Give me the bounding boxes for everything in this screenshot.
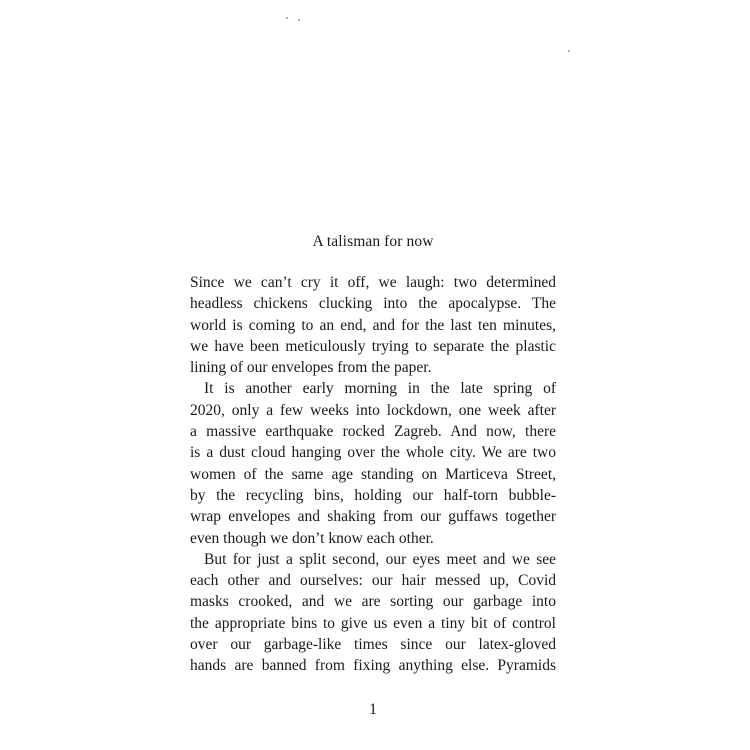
paragraph-2 (190, 378, 556, 548)
text-line: even though we don’t know each other. (190, 529, 434, 547)
text-line: masks crooked, and we are sorting our garbage into (190, 593, 556, 611)
text-line: a massive earthquake rocked Zagreb. And now, there (190, 423, 556, 441)
text-line: But for just a split second, our eyes meet and we see (204, 550, 556, 568)
text-line: we have been meticulously trying to separate the plastic (190, 337, 556, 355)
text-line: lining of our envelopes from the paper. (190, 359, 432, 377)
text-line: over our garbage-like times since our latex-gloved (190, 636, 556, 654)
text-line: 2020, only a few weeks into lockdown, one week after (190, 401, 556, 419)
text-line: It is another early morning in the late spring of (204, 380, 556, 398)
scan-speck (568, 50, 570, 52)
text-line: wrap envelopes and shaking from our guffaws together (190, 508, 556, 526)
scan-speck (286, 17, 288, 19)
text-line: hands are banned from fixing anything else. Pyramids (190, 657, 556, 675)
text-line: by the recycling bins, holding our half-torn bubble- (190, 486, 556, 504)
text-line: Since we can’t cry it off, we laugh: two determined (190, 274, 556, 291)
paragraph-1 (190, 272, 556, 378)
text-line: world is coming to an end, and for the last ten minutes, (190, 316, 556, 334)
chapter-title: A talisman for now (312, 233, 434, 250)
text-line: headless chickens clucking into the apocalypse. The (190, 295, 556, 313)
body-text (190, 272, 556, 677)
text-line: women of the same age standing on Marticeva Street, (190, 465, 556, 483)
text-line: the appropriate bins to give us even a tiny bit of control (190, 614, 556, 632)
page-number: 1 (369, 701, 377, 718)
scan-speck (298, 19, 300, 21)
paragraph-3 (190, 549, 556, 677)
text-line: is a dust cloud hanging over the whole city. We are two (190, 444, 556, 462)
text-line: each other and ourselves: our hair messed up, Covid (190, 572, 556, 590)
